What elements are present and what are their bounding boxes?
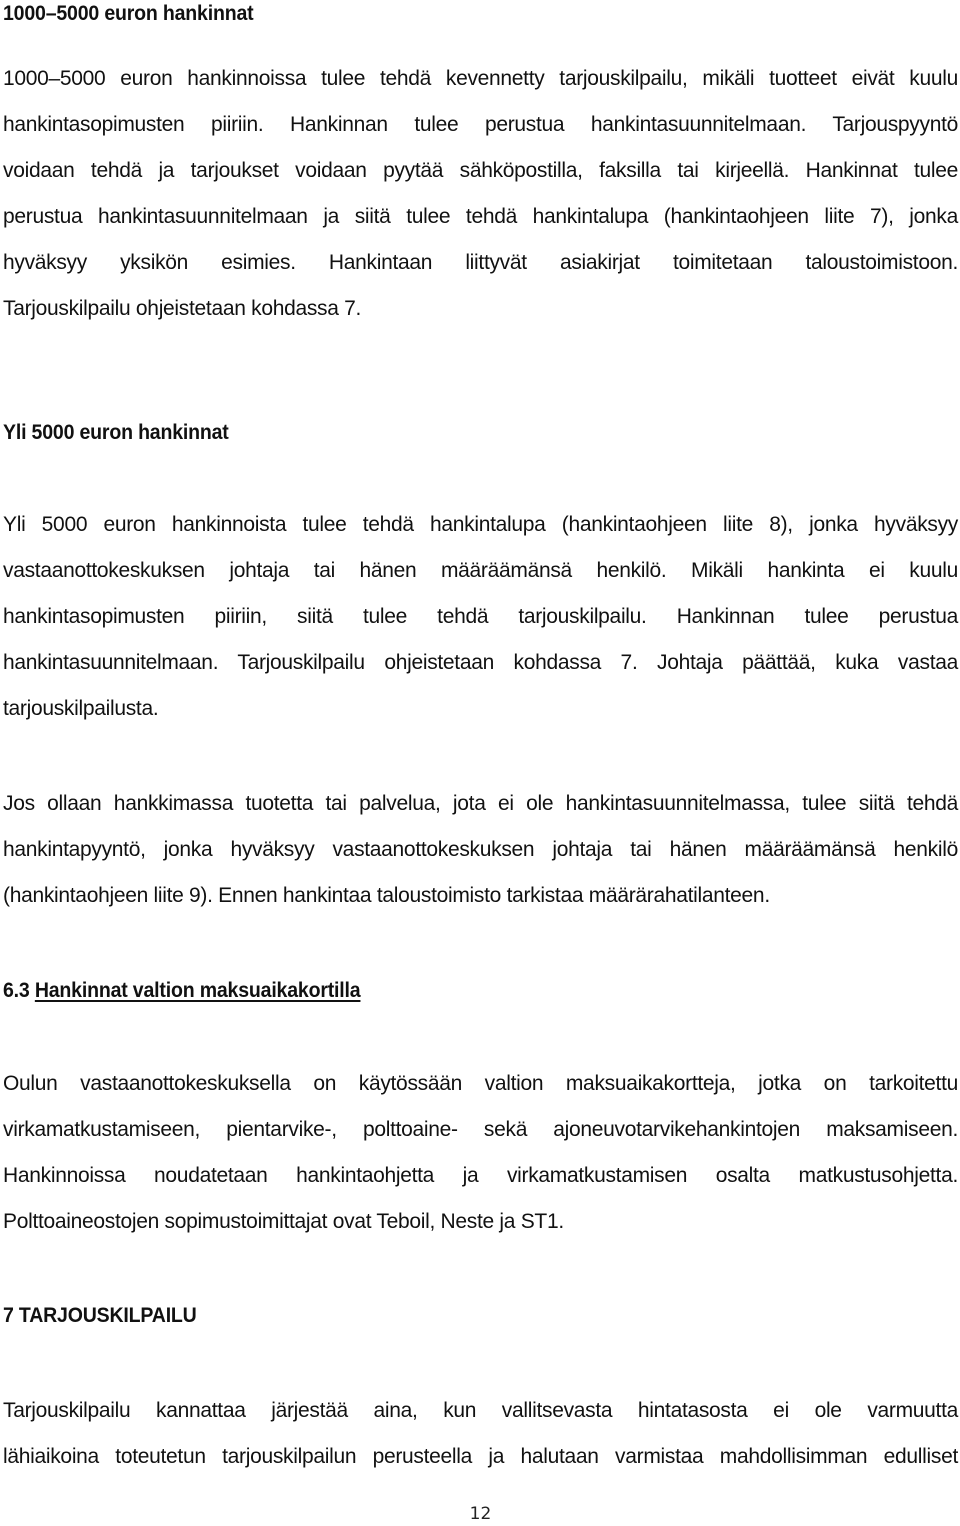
text-line: Hankinnoissa noudatetaan hankintaohjetta ja virkamatkustamisen osalta matkustusohjetta. — [3, 1164, 958, 1187]
section-heading-6-3 — [3, 977, 360, 1005]
text-line: hankintasuunnitelmaan. Tarjouskilpailu ohjeistetaan kohdassa 7. Johtaja päättää, kuka vastaa — [3, 651, 958, 674]
section-number: 6.3 — [3, 979, 30, 1002]
text-line: virkamatkustamiseen, pientarvike-, polttoaine- sekä ajoneuvotarvikehankintojen maksamiseen. — [3, 1118, 958, 1141]
text-line: vastaanottokeskuksen johtaja tai hänen määräämänsä henkilö. Mikäli hankinta ei kuulu — [3, 559, 958, 582]
text-line: hankintasopimusten piiriin. Hankinnan tulee perustua hankintasuunnitelmaan. Tarjouspyyntö — [3, 113, 958, 136]
text-line: hyväksyy yksikön esimies. Hankintaan liittyvät asiakirjat toimitetaan taloustoimistoon. — [3, 251, 958, 274]
text-line: Oulun vastaanottokeskuksella on käytössään valtion maksuaikakortteja, jotka on tarkoitettu — [3, 1072, 958, 1095]
paragraph-maksuaikakortti — [3, 1061, 958, 1245]
paragraph-tarjouskilpailu — [3, 1388, 958, 1480]
text-line: hankintasopimusten piiriin, siitä tulee tehdä tarjouskilpailu. Hankinnan tulee perustua — [3, 605, 958, 628]
text-line: tarjouskilpailusta. — [3, 697, 159, 720]
document-page — [3, 0, 958, 1526]
text-line: (hankintaohjeen liite 9). Ennen hankintaa taloustoimisto tarkistaa määrärahatilanteen. — [3, 884, 770, 907]
page-number: 12 — [469, 1504, 492, 1524]
text-line: perustua hankintasuunnitelmaan ja siitä tulee tehdä hankintalupa (hankintaohjeen liite 7), jonka — [3, 205, 958, 228]
text-line: Jos ollaan hankkimassa tuotetta tai palvelua, jota ei ole hankintasuunnitelmassa, tulee siitä tehdä — [3, 792, 958, 815]
text-line: Yli 5000 euron hankinnoista tulee tehdä hankintalupa (hankintaohjeen liite 8), jonka hyväksyy — [3, 513, 958, 536]
section-title: Hankinnat valtion maksuaikakortilla — [34, 979, 361, 1002]
text-line: lähiaikoina toteutetun tarjouskilpailun perusteella ja halutaan varmistaa mahdollisimman edulliset — [3, 1445, 958, 1468]
text-line: voidaan tehdä ja tarjoukset voidaan pyytää sähköpostilla, faksilla tai kirjeellä. Hankinnat tulee — [3, 159, 958, 182]
text-line: hankintapyyntö, jonka hyväksyy vastaanottokeskuksen johtaja tai hänen määräämänsä henkilö — [3, 838, 958, 861]
text-line: 1000–5000 euron hankinnoissa tulee tehdä kevennetty tarjouskilpailu, mikäli tuotteet eivät kuulu — [3, 67, 958, 90]
text-line: Tarjouskilpailu ohjeistetaan kohdassa 7. — [3, 297, 362, 320]
paragraph-1000-5000 — [3, 56, 958, 332]
paragraph-yli-5000 — [3, 502, 958, 732]
text-line: Tarjouskilpailu kannattaa järjestää aina, kun vallitsevasta hintatasosta ei ole varmuutta — [3, 1399, 958, 1422]
section-heading-1000-5000: 1000–5000 euron hankinnat — [3, 2, 254, 25]
paragraph-hankintapyynto — [3, 781, 958, 919]
section-heading-7: 7 TARJOUSKILPAILU — [3, 1304, 197, 1327]
text-line: Polttoaineostojen sopimustoimittajat ovat Teboil, Neste ja ST1. — [3, 1210, 564, 1233]
section-heading-yli-5000: Yli 5000 euron hankinnat — [3, 421, 229, 444]
